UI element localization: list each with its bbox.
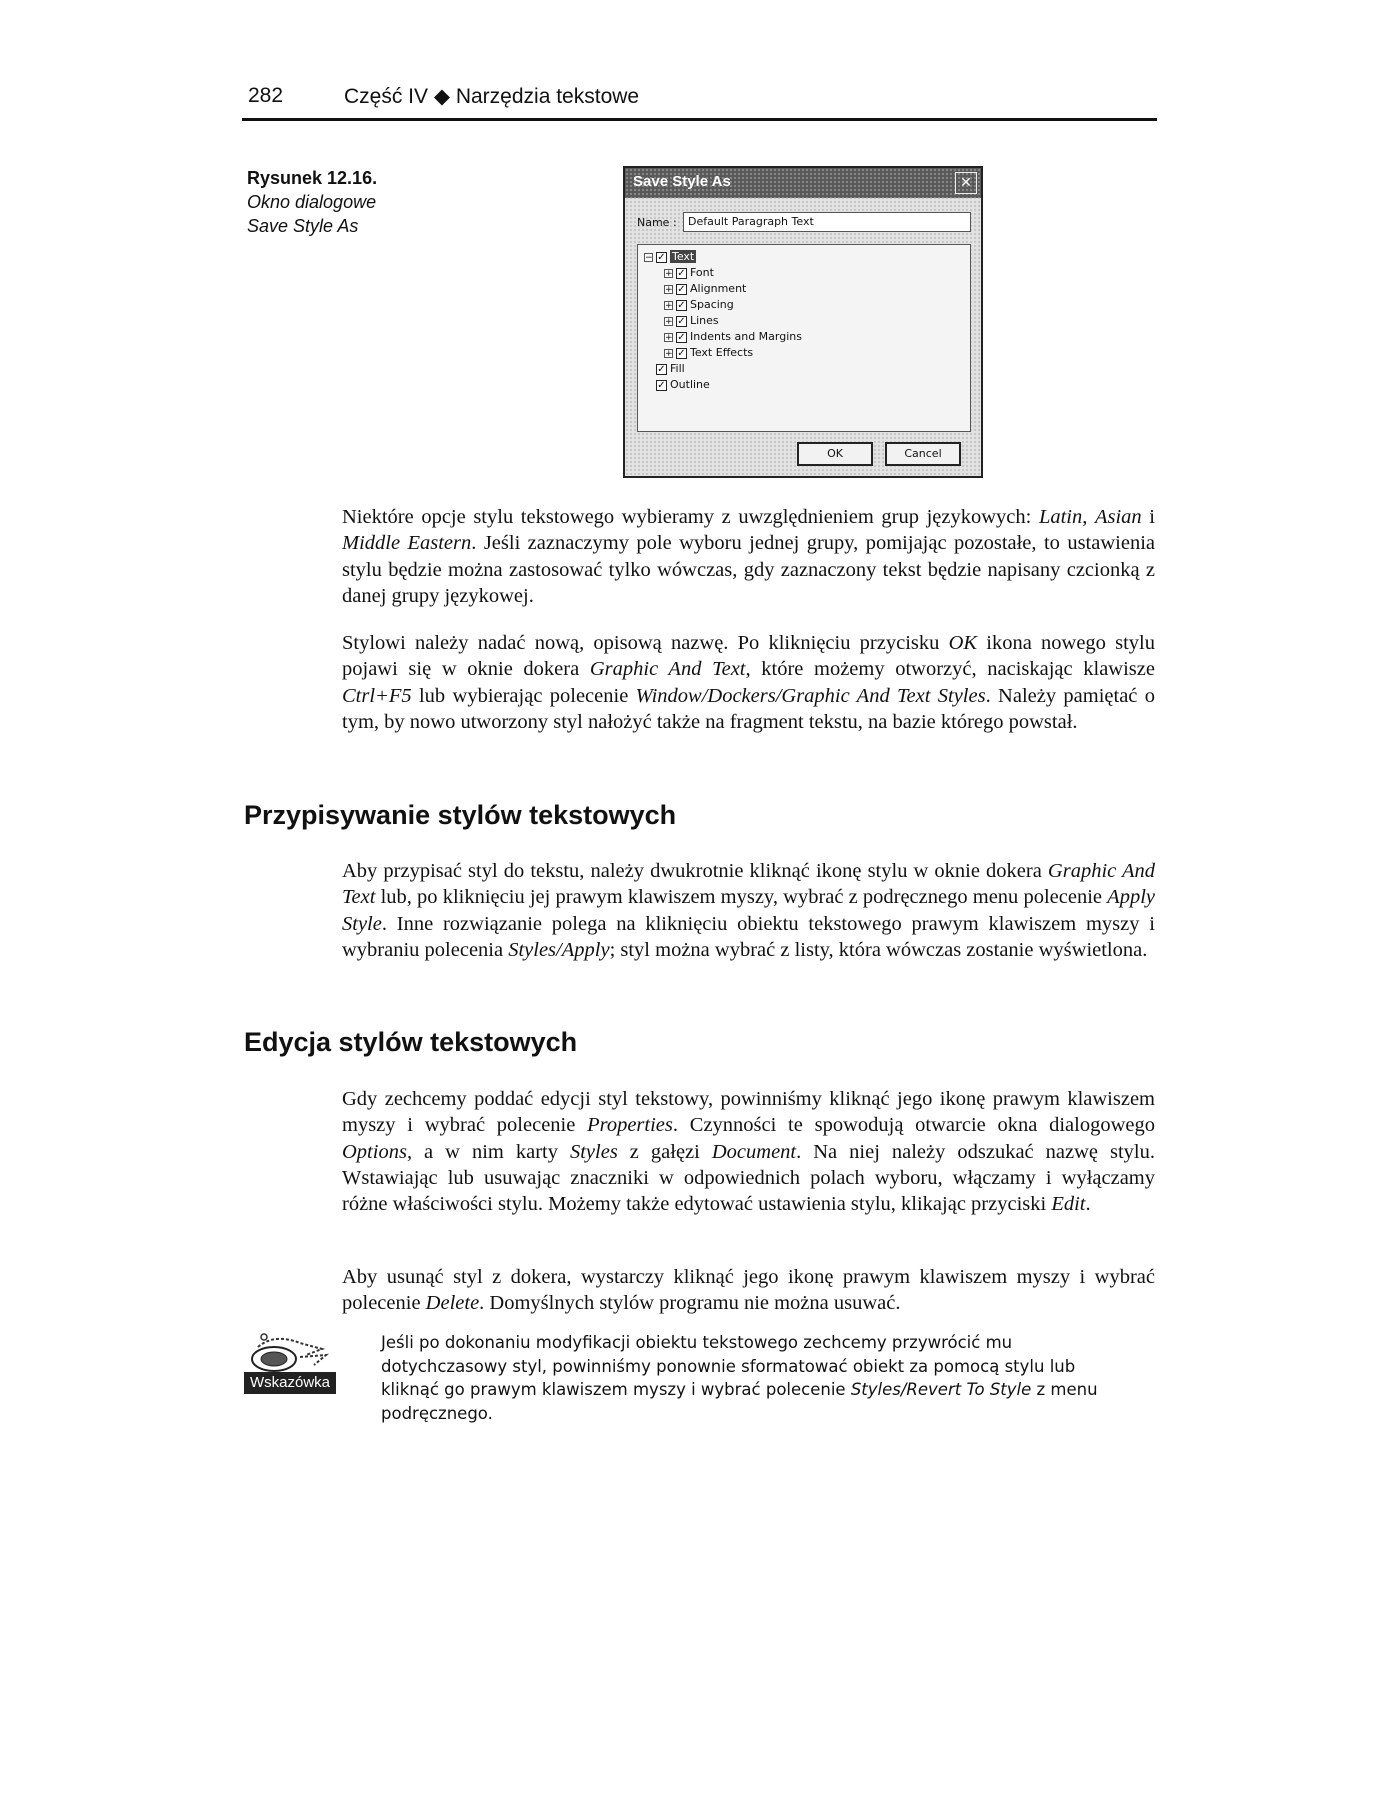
figure-caption [247,166,377,238]
tree-item[interactable] [656,377,710,393]
collapse-icon[interactable]: − [645,252,653,263]
text-run: Jeśli po dokonaniu modyfikacji obiektu tekstowego zechcemy przywrócić mu dotychczasowy styl, powinniśmy ponownie sformatować obiekt za pomocą stylu lub kliknąć go prawym klawiszem myszy i wybrać polecenie [381,1333,1076,1399]
text-run-italic: OK [948,632,978,654]
text-run: . Jeśli zaznaczymy pole wyboru jednej grupy, pomijając pozostałe, to ustawienia stylu będzie można zastosować tylko wówczas, gdy zaznaczony tekst będzie napisany czcionką z danej grupy językowej. [342,532,1155,607]
tree-item-label: Text Effects [690,346,754,359]
text-run-italic: Properties [587,1114,673,1137]
tree-item[interactable] [664,265,714,281]
tree-item[interactable] [664,281,746,297]
part-title: Część IV ◆ Narzędzia tekstowe [344,85,640,108]
save-style-dialog [623,166,983,478]
close-icon[interactable]: ✕ [955,172,977,194]
text-run: , które możemy otworzyć, naciskając klawisze [745,658,1155,681]
paragraph [342,630,1155,735]
text-run-italic: Asian [1094,506,1142,528]
section-heading: Przypisywanie stylów tekstowych [244,800,677,830]
section-heading: Edycja stylów tekstowych [244,1027,578,1057]
checkbox-checked-icon[interactable]: ✓ [677,347,686,359]
tree-item[interactable] [664,329,802,345]
text-run: i [1141,506,1155,528]
tip-text [381,1331,1101,1425]
paragraph [342,1264,1155,1317]
style-tree [637,244,971,432]
text-run: Aby przypisać styl do tekstu, należy dwukrotnie kliknąć ikonę stylu w oknie dokera [342,860,1048,882]
page-number: 282 [248,84,284,107]
text-run: . Domyślnych stylów programu nie można usuwać. [479,1292,901,1315]
text-run-italic: Graphic And Text [342,860,1155,909]
text-run: z gałęzi [617,1140,712,1163]
checkbox-checked-icon[interactable]: ✓ [657,379,666,391]
text-run: . Inne rozwiązanie polega na kliknięciu obiektu tekstowego prawym klawiszem myszy i wybraniu polecenia [342,912,1155,961]
text-run-italic: Styles [569,1140,618,1163]
expand-icon[interactable]: + [665,348,673,359]
expand-icon[interactable]: + [665,332,673,343]
paragraph [342,858,1155,963]
figure-number: Rysunek 12.16. [247,168,378,188]
ok-button[interactable]: OK [797,442,873,466]
tree-item-label: Outline [670,378,710,391]
paragraph [342,504,1155,609]
text-run-italic: Document [711,1140,797,1163]
expand-icon[interactable]: + [665,268,673,279]
tree-item-root[interactable] [644,249,696,265]
text-run-italic: Window/Dockers/Graphic And Text Styles [635,684,986,707]
text-run: . Czynności te spowodują otwarcie okna dialogowego [672,1114,1155,1137]
text-run-italic: Delete [425,1292,480,1315]
text-run: lub, po kliknięciu jej prawym klawiszem myszy, wybrać z podręcznego menu polecenie [375,886,1108,909]
text-run: ; styl można wybrać z listy, która wówczas zostanie wyświetlona. [609,938,1148,961]
text-run: z menu podręcznego. [381,1380,1098,1423]
figure-caption-line: Okno dialogowe [247,192,377,212]
cancel-button[interactable]: Cancel [885,442,961,466]
checkbox-checked-icon[interactable]: ✓ [677,331,686,343]
tip-badge: Wskazówka [244,1372,336,1394]
tree-item-label: Fill [670,362,685,375]
name-field[interactable]: Default Paragraph Text [683,212,971,232]
checkbox-checked-icon[interactable]: ✓ [677,299,686,311]
text-run-italic: Options [342,1140,407,1163]
checkbox-checked-icon[interactable]: ✓ [677,267,686,279]
text-run: Aby usunąć styl z dokera, wystarczy kliknąć jego ikonę prawym klawiszem myszy i wybrać polecenie [342,1266,1155,1315]
checkbox-checked-icon[interactable]: ✓ [657,363,666,375]
page-header [242,84,1157,121]
name-label: Name : [637,216,677,229]
figure-caption-line: Save Style As [247,216,359,236]
text-run: . Na niej należy odszukać nazwę stylu. Wstawiając lub usuwając znaczniki w odpowiednich polach wyboru, włączamy i wyłączamy różne właściwości stylu. Możemy także edytować ustawienia stylu, klikając przyciski [342,1140,1155,1216]
text-run: , a w nim karty [406,1140,570,1163]
text-run-italic: Apply Style [342,886,1155,935]
text-run: Niektóre opcje stylu tekstowego wybieramy z uwzględnieniem grup językowych: [342,506,1039,528]
text-run-italic: Middle Eastern [342,532,472,555]
text-run: Stylowi należy nadać nową, opisową nazwę. Po kliknięciu przycisku [342,632,949,654]
text-run-italic: Edit [1051,1193,1086,1216]
tree-item-label: Spacing [690,298,734,311]
tree-item[interactable] [656,361,685,377]
paragraph [342,1086,1155,1217]
text-run: . [1085,1193,1091,1216]
checkbox-checked-icon[interactable]: ✓ [657,251,666,263]
dialog-titlebar [625,168,981,198]
tree-item[interactable] [664,313,719,329]
text-run: . Należy pamiętać o tym, by nowo utworzony styl nałożyć także na fragment tekstu, na bazie którego powstał. [342,684,1155,733]
tree-item-label: Alignment [690,282,747,295]
text-run-italic: Styles/Apply [508,938,610,961]
tree-item-label: Text [672,250,695,263]
text-run: , [1082,506,1095,528]
tree-item-label: Font [690,266,714,279]
text-run: ikona nowego stylu pojawi się w oknie dokera [342,632,1155,681]
text-run-italic: Latin [1038,506,1083,528]
expand-icon[interactable]: + [665,284,673,295]
text-run-italic: Ctrl+F5 [342,684,412,707]
text-run-italic: Styles/Revert To Style [850,1380,1032,1399]
tree-item-label: Lines [690,314,719,327]
tree-item[interactable] [664,297,734,313]
checkbox-checked-icon[interactable]: ✓ [677,315,686,327]
dialog-title: Save Style As [633,173,731,190]
expand-icon[interactable]: + [665,316,673,327]
text-run: Gdy zechcemy poddać edycji styl tekstowy, powinniśmy kliknąć jego ikonę prawym klawiszem myszy i wybrać polecenie [342,1088,1155,1137]
text-run: lub wybierając polecenie [411,684,636,707]
tree-item[interactable] [664,345,753,361]
checkbox-checked-icon[interactable]: ✓ [677,283,686,295]
text-run-italic: Graphic And Text [589,658,746,681]
tree-item-label: Indents and Margins [690,330,802,343]
expand-icon[interactable]: + [665,300,673,311]
